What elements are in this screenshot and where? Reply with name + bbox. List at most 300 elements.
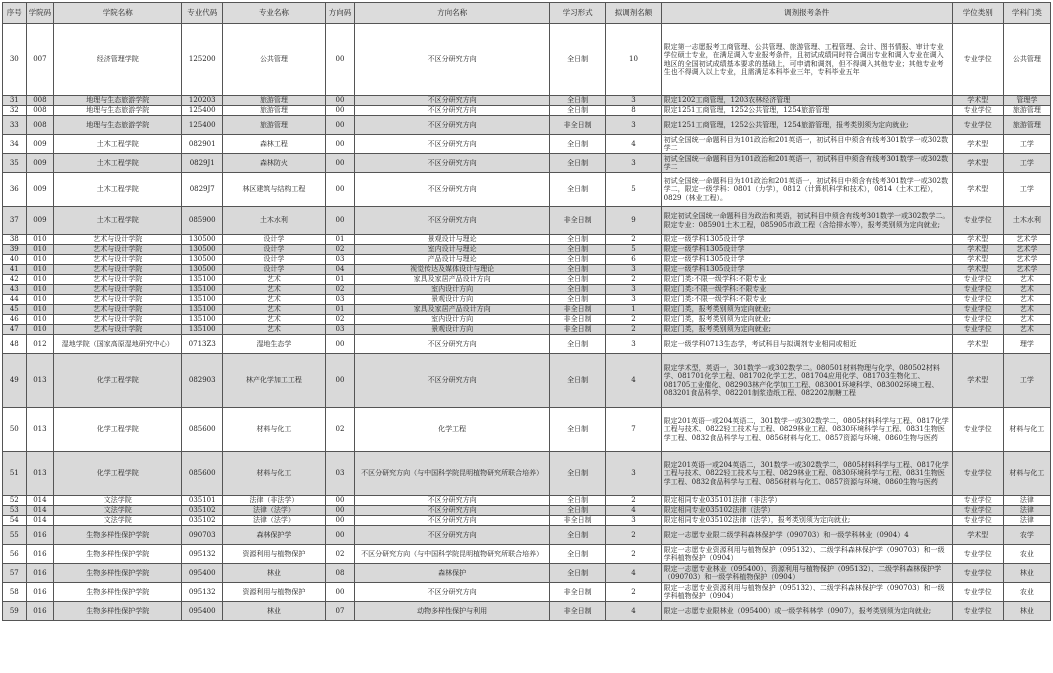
college-code-cell: 010 [26, 305, 54, 315]
college-name-cell: 生物多样性保护学院 [54, 526, 182, 545]
degree-type-cell: 专业学位 [952, 295, 1003, 305]
college-code-cell: 014 [26, 506, 54, 516]
study-form-cell: 全日制 [550, 245, 606, 255]
college-code-cell: 016 [26, 564, 54, 583]
major-code-cell: 090703 [182, 526, 223, 545]
study-form-cell: 非全日制 [550, 516, 606, 526]
discipline-cell: 农业 [1003, 583, 1050, 602]
direction-name-cell: 不区分研究方向 [355, 335, 550, 354]
study-form-cell: 全日制 [550, 496, 606, 506]
header-study-form: 学习形式 [550, 3, 606, 24]
direction-code-cell: 00 [325, 154, 355, 173]
direction-name-cell: 家具及家居产品设计方向 [355, 275, 550, 285]
quota-cell: 4 [606, 564, 661, 583]
seq-cell: 41 [3, 265, 27, 275]
table-row [3, 408, 1051, 452]
study-form-cell: 全日制 [550, 452, 606, 496]
college-code-cell: 016 [26, 583, 54, 602]
degree-type-cell: 学术型 [952, 245, 1003, 255]
seq-cell: 48 [3, 335, 27, 354]
conditions-cell: 限定门类:不限一级学科:不限专业 [661, 275, 952, 285]
degree-type-cell: 学术型 [952, 235, 1003, 245]
major-code-cell: 082903 [182, 354, 223, 408]
degree-type-cell: 专业学位 [952, 602, 1003, 621]
major-name-cell: 设计学 [223, 265, 325, 275]
degree-type-cell: 学术型 [952, 354, 1003, 408]
college-name-cell: 文法学院 [54, 516, 182, 526]
conditions-cell: 限定门类，报考类别须为定向就业; [661, 305, 952, 315]
study-form-cell: 非全日制 [550, 305, 606, 315]
conditions-cell: 限定201英语一或204英语二，301数学一或302数学二，0805材料科学与工程、0817化学工程与技术、0822轻工技术与工程、0829林业工程、0830环境科学与工程、0831生物医学工程、0832食品科学与工程、0856材料与化工、0857资源与环境、0860生物与医药 [661, 452, 952, 496]
seq-cell: 49 [3, 354, 27, 408]
quota-cell: 3 [606, 295, 661, 305]
major-name-cell: 公共管理 [223, 24, 325, 96]
study-form-cell: 非全日制 [550, 116, 606, 135]
quota-cell: 4 [606, 135, 661, 154]
conditions-cell: 限定一志愿专业限二级学科森林保护学（090703）和一级学科林业（0904）4 [661, 526, 952, 545]
seq-cell: 59 [3, 602, 27, 621]
direction-code-cell: 00 [325, 506, 355, 516]
study-form-cell: 非全日制 [550, 583, 606, 602]
direction-code-cell: 02 [325, 408, 355, 452]
major-code-cell: 135100 [182, 285, 223, 295]
study-form-cell: 全日制 [550, 564, 606, 583]
discipline-cell: 艺术 [1003, 305, 1050, 315]
direction-code-cell: 00 [325, 116, 355, 135]
seq-cell: 39 [3, 245, 27, 255]
study-form-cell: 全日制 [550, 265, 606, 275]
direction-name-cell: 不区分研究方向（与中国科学院昆明植物研究所联合培养） [355, 452, 550, 496]
degree-type-cell: 学术型 [952, 135, 1003, 154]
college-name-cell: 文法学院 [54, 496, 182, 506]
degree-type-cell: 专业学位 [952, 285, 1003, 295]
quota-cell: 2 [606, 315, 661, 325]
college-name-cell: 艺术与设计学院 [54, 275, 182, 285]
degree-type-cell: 专业学位 [952, 315, 1003, 325]
quota-cell: 2 [606, 526, 661, 545]
table-row [3, 602, 1051, 621]
major-name-cell: 林业 [223, 564, 325, 583]
conditions-cell: 限定一志愿专业林业（095400）、资源利用与植物保护（095132）、二级学科森林保护学（090703）和一级学科植物保护（0904） [661, 564, 952, 583]
quota-cell: 4 [606, 506, 661, 516]
direction-name-cell: 不区分研究方向（与中国科学院昆明植物研究所联合培养） [355, 545, 550, 564]
major-name-cell: 艺术 [223, 305, 325, 315]
table-row [3, 265, 1051, 275]
conditions-cell: 限定1251工商管理，1252公共管理，1254旅游管理 [661, 106, 952, 116]
direction-name-cell: 不区分研究方向 [355, 583, 550, 602]
college-code-cell: 008 [26, 96, 54, 106]
quota-cell: 10 [606, 24, 661, 96]
table-row [3, 245, 1051, 255]
header-college-name: 学院名称 [54, 3, 182, 24]
table-row [3, 354, 1051, 408]
header-discipline: 学科门类 [1003, 3, 1050, 24]
major-code-cell: 035102 [182, 506, 223, 516]
table-row [3, 315, 1051, 325]
major-code-cell: 085900 [182, 207, 223, 235]
major-code-cell: 125200 [182, 24, 223, 96]
direction-code-cell: 08 [325, 564, 355, 583]
degree-type-cell: 专业学位 [952, 545, 1003, 564]
table-row [3, 516, 1051, 526]
major-name-cell: 设计学 [223, 235, 325, 245]
major-code-cell: 0713Z3 [182, 335, 223, 354]
direction-code-cell: 03 [325, 295, 355, 305]
major-code-cell: 125400 [182, 116, 223, 135]
seq-cell: 51 [3, 452, 27, 496]
discipline-cell: 艺术 [1003, 295, 1050, 305]
conditions-cell: 限定初试全国统一命题科目为政治和英语，初试科目中须含有线考301数学一或302数学二。限定专业：085901土木工程，085905市政工程（含给排水等），报考类别须为定向就业; [661, 207, 952, 235]
degree-type-cell: 专业学位 [952, 452, 1003, 496]
college-code-cell: 016 [26, 602, 54, 621]
direction-code-cell: 04 [325, 265, 355, 275]
table-row [3, 116, 1051, 135]
college-name-cell: 地理与生态旅游学院 [54, 116, 182, 135]
table-row [3, 275, 1051, 285]
study-form-cell: 非全日制 [550, 207, 606, 235]
major-code-cell: 130500 [182, 265, 223, 275]
direction-code-cell: 02 [325, 545, 355, 564]
seq-cell: 34 [3, 135, 27, 154]
discipline-cell: 法律 [1003, 516, 1050, 526]
college-code-cell: 014 [26, 516, 54, 526]
major-name-cell: 资源利用与植物保护 [223, 583, 325, 602]
major-name-cell: 材料与化工 [223, 452, 325, 496]
major-name-cell: 艺术 [223, 315, 325, 325]
college-code-cell: 010 [26, 255, 54, 265]
study-form-cell: 全日制 [550, 408, 606, 452]
table-row [3, 305, 1051, 315]
seq-cell: 45 [3, 305, 27, 315]
college-code-cell: 010 [26, 285, 54, 295]
major-code-cell: 135100 [182, 295, 223, 305]
discipline-cell: 艺术学 [1003, 265, 1050, 275]
college-name-cell: 文法学院 [54, 506, 182, 516]
degree-type-cell: 学术型 [952, 255, 1003, 265]
discipline-cell: 理学 [1003, 335, 1050, 354]
degree-type-cell: 专业学位 [952, 496, 1003, 506]
direction-name-cell: 家具及家居产品设计方向 [355, 305, 550, 315]
quota-cell: 2 [606, 325, 661, 335]
quota-cell: 3 [606, 265, 661, 275]
direction-code-cell: 00 [325, 106, 355, 116]
discipline-cell: 艺术 [1003, 285, 1050, 295]
conditions-cell: 限定相同专业035102法律（法学） [661, 506, 952, 516]
study-form-cell: 全日制 [550, 235, 606, 245]
major-name-cell: 旅游管理 [223, 116, 325, 135]
header-seq: 序号 [3, 3, 27, 24]
study-form-cell: 全日制 [550, 295, 606, 305]
major-name-cell: 森林保护学 [223, 526, 325, 545]
direction-name-cell: 不区分研究方向 [355, 354, 550, 408]
degree-type-cell: 学术型 [952, 154, 1003, 173]
direction-code-cell: 01 [325, 305, 355, 315]
quota-cell: 3 [606, 96, 661, 106]
college-code-cell: 010 [26, 245, 54, 255]
study-form-cell: 全日制 [550, 135, 606, 154]
degree-type-cell: 专业学位 [952, 275, 1003, 285]
table-row [3, 325, 1051, 335]
degree-type-cell: 专业学位 [952, 24, 1003, 96]
major-code-cell: 085600 [182, 408, 223, 452]
study-form-cell: 全日制 [550, 545, 606, 564]
direction-code-cell: 00 [325, 335, 355, 354]
major-name-cell: 艺术 [223, 325, 325, 335]
college-name-cell: 地理与生态旅游学院 [54, 106, 182, 116]
direction-name-cell: 化学工程 [355, 408, 550, 452]
direction-name-cell: 视觉传达及媒体设计与理论 [355, 265, 550, 275]
seq-cell: 40 [3, 255, 27, 265]
table-row [3, 496, 1051, 506]
discipline-cell: 材料与化工 [1003, 408, 1050, 452]
college-code-cell: 010 [26, 325, 54, 335]
seq-cell: 54 [3, 516, 27, 526]
major-name-cell: 森林工程 [223, 135, 325, 154]
discipline-cell: 法律 [1003, 496, 1050, 506]
study-form-cell: 全日制 [550, 335, 606, 354]
conditions-cell: 限定一志愿专业资源利用与植物保护（095132）、二级学科森林保护学（090703）和一级学科植物保护（0904） [661, 545, 952, 564]
college-name-cell: 土木工程学院 [54, 135, 182, 154]
discipline-cell: 旅游管理 [1003, 106, 1050, 116]
study-form-cell: 全日制 [550, 96, 606, 106]
seq-cell: 33 [3, 116, 27, 135]
major-name-cell: 资源利用与植物保护 [223, 545, 325, 564]
college-name-cell: 艺术与设计学院 [54, 235, 182, 245]
direction-code-cell: 00 [325, 516, 355, 526]
quota-cell: 3 [606, 154, 661, 173]
college-name-cell: 土木工程学院 [54, 207, 182, 235]
quota-cell: 2 [606, 235, 661, 245]
direction-name-cell: 室内设计方向 [355, 285, 550, 295]
direction-code-cell: 07 [325, 602, 355, 621]
major-name-cell: 艺术 [223, 275, 325, 285]
college-name-cell: 生物多样性保护学院 [54, 602, 182, 621]
quota-cell: 3 [606, 285, 661, 295]
seq-cell: 56 [3, 545, 27, 564]
major-name-cell: 艺术 [223, 285, 325, 295]
study-form-cell: 全日制 [550, 275, 606, 285]
college-code-cell: 009 [26, 207, 54, 235]
quota-cell: 5 [606, 173, 661, 207]
college-name-cell: 生物多样性保护学院 [54, 564, 182, 583]
college-name-cell: 艺术与设计学院 [54, 255, 182, 265]
discipline-cell: 管理学 [1003, 96, 1050, 106]
major-name-cell: 林业 [223, 602, 325, 621]
major-code-cell: 0829J7 [182, 173, 223, 207]
conditions-cell: 初试全国统一命题科目为101政治和201英语一，初试科目中须含有线考301数学一或302数学二 [661, 135, 952, 154]
college-code-cell: 014 [26, 496, 54, 506]
degree-type-cell: 专业学位 [952, 408, 1003, 452]
college-name-cell: 艺术与设计学院 [54, 325, 182, 335]
college-name-cell: 艺术与设计学院 [54, 305, 182, 315]
table-row [3, 24, 1051, 96]
discipline-cell: 公共管理 [1003, 24, 1050, 96]
direction-name-cell: 景观设计方向 [355, 295, 550, 305]
college-code-cell: 013 [26, 408, 54, 452]
seq-cell: 32 [3, 106, 27, 116]
seq-cell: 50 [3, 408, 27, 452]
conditions-cell: 限定1251工商管理，1252公共管理，1254旅游管理，报考类别须为定向就业; [661, 116, 952, 135]
college-code-cell: 010 [26, 295, 54, 305]
direction-code-cell: 00 [325, 583, 355, 602]
major-code-cell: 135100 [182, 325, 223, 335]
major-name-cell: 旅游管理 [223, 96, 325, 106]
table-row [3, 106, 1051, 116]
major-code-cell: 095132 [182, 583, 223, 602]
direction-name-cell: 不区分研究方向 [355, 496, 550, 506]
conditions-cell: 初试全国统一命题科目为101政治和201英语一，初试科目中须含有线考301数学一或302数学二 [661, 154, 952, 173]
quota-cell: 6 [606, 255, 661, 265]
seq-cell: 42 [3, 275, 27, 285]
direction-code-cell: 00 [325, 96, 355, 106]
major-name-cell: 艺术 [223, 295, 325, 305]
study-form-cell: 非全日制 [550, 325, 606, 335]
college-name-cell: 经济管理学院 [54, 24, 182, 96]
direction-code-cell: 00 [325, 526, 355, 545]
major-code-cell: 0829J1 [182, 154, 223, 173]
major-code-cell: 120203 [182, 96, 223, 106]
quota-cell: 3 [606, 516, 661, 526]
adjustment-table [2, 2, 1051, 621]
major-name-cell: 设计学 [223, 255, 325, 265]
major-name-cell: 法律（非法学） [223, 496, 325, 506]
college-name-cell: 艺术与设计学院 [54, 285, 182, 295]
discipline-cell: 艺术 [1003, 315, 1050, 325]
major-code-cell: 035101 [182, 496, 223, 506]
seq-cell: 52 [3, 496, 27, 506]
direction-code-cell: 00 [325, 135, 355, 154]
major-code-cell: 095400 [182, 602, 223, 621]
direction-name-cell: 不区分研究方向 [355, 116, 550, 135]
major-code-cell: 135100 [182, 315, 223, 325]
table-row [3, 526, 1051, 545]
discipline-cell: 土木水利 [1003, 207, 1050, 235]
college-code-cell: 008 [26, 106, 54, 116]
major-name-cell: 材料与化工 [223, 408, 325, 452]
study-form-cell: 全日制 [550, 106, 606, 116]
college-code-cell: 007 [26, 24, 54, 96]
degree-type-cell: 专业学位 [952, 325, 1003, 335]
seq-cell: 58 [3, 583, 27, 602]
major-code-cell: 085600 [182, 452, 223, 496]
major-name-cell: 森林防火 [223, 154, 325, 173]
college-code-cell: 016 [26, 526, 54, 545]
degree-type-cell: 专业学位 [952, 564, 1003, 583]
conditions-cell: 限定相同专业035101法律（非法学） [661, 496, 952, 506]
discipline-cell: 工学 [1003, 354, 1050, 408]
quota-cell: 2 [606, 275, 661, 285]
degree-type-cell: 专业学位 [952, 583, 1003, 602]
quota-cell: 3 [606, 452, 661, 496]
direction-code-cell: 02 [325, 285, 355, 295]
college-name-cell: 土木工程学院 [54, 154, 182, 173]
conditions-cell: 初试全国统一命题科目为101政治和201英语一，初试科目中须含有线考301数学一或302数学二，限定一级学科：0801（力学），0812（计算机科学和技术），0814（土木工程），0829（林业工程）。 [661, 173, 952, 207]
major-code-cell: 130500 [182, 255, 223, 265]
seq-cell: 44 [3, 295, 27, 305]
degree-type-cell: 专业学位 [952, 305, 1003, 315]
study-form-cell: 全日制 [550, 154, 606, 173]
conditions-cell: 限定1202工商管理，1203农林经济管理 [661, 96, 952, 106]
direction-name-cell: 森林保护 [355, 564, 550, 583]
college-code-cell: 012 [26, 335, 54, 354]
college-name-cell: 湿地学院（国家高原湿地研究中心） [54, 335, 182, 354]
seq-cell: 43 [3, 285, 27, 295]
table-row [3, 235, 1051, 245]
direction-name-cell: 不区分研究方向 [355, 506, 550, 516]
discipline-cell: 农学 [1003, 526, 1050, 545]
college-code-cell: 009 [26, 173, 54, 207]
college-name-cell: 地理与生态旅游学院 [54, 96, 182, 106]
college-code-cell: 010 [26, 315, 54, 325]
header-conditions: 调剂报考条件 [661, 3, 952, 24]
table-header-row [3, 3, 1051, 24]
conditions-cell: 限定一志愿专业限林业（095400）或一级学科林学（0907），报考类别须为定向就业; [661, 602, 952, 621]
college-code-cell: 009 [26, 135, 54, 154]
direction-name-cell: 不区分研究方向 [355, 516, 550, 526]
college-name-cell: 土木工程学院 [54, 173, 182, 207]
major-code-cell: 125400 [182, 106, 223, 116]
quota-cell: 3 [606, 116, 661, 135]
seq-cell: 47 [3, 325, 27, 335]
direction-name-cell: 景观设计方向 [355, 325, 550, 335]
major-code-cell: 135100 [182, 275, 223, 285]
discipline-cell: 工学 [1003, 154, 1050, 173]
direction-code-cell: 00 [325, 496, 355, 506]
direction-code-cell: 01 [325, 235, 355, 245]
study-form-cell: 全日制 [550, 354, 606, 408]
admission-table-container [2, 2, 1051, 621]
quota-cell: 8 [606, 106, 661, 116]
major-code-cell: 082901 [182, 135, 223, 154]
header-degree-type: 学位类别 [952, 3, 1003, 24]
conditions-cell: 限定门类:不限一级学科:不限专业 [661, 295, 952, 305]
direction-code-cell: 00 [325, 354, 355, 408]
table-row [3, 295, 1051, 305]
major-name-cell: 法律（法学） [223, 516, 325, 526]
direction-name-cell: 不区分研究方向 [355, 207, 550, 235]
college-code-cell: 009 [26, 154, 54, 173]
table-row [3, 545, 1051, 564]
college-code-cell: 016 [26, 545, 54, 564]
conditions-cell: 限定门类:不限一级学科:不限专业 [661, 285, 952, 295]
header-direction-code: 方向码 [325, 3, 355, 24]
direction-name-cell: 室内设计与理论 [355, 245, 550, 255]
major-name-cell: 土木水利 [223, 207, 325, 235]
direction-code-cell: 01 [325, 275, 355, 285]
direction-name-cell: 不区分研究方向 [355, 173, 550, 207]
major-name-cell: 林区建筑与结构工程 [223, 173, 325, 207]
seq-cell: 55 [3, 526, 27, 545]
quota-cell: 4 [606, 354, 661, 408]
direction-name-cell: 动物多样性保护与利用 [355, 602, 550, 621]
major-code-cell: 130500 [182, 245, 223, 255]
college-code-cell: 010 [26, 275, 54, 285]
discipline-cell: 材料与化工 [1003, 452, 1050, 496]
conditions-cell: 限定门类，报考类别须为定向就业; [661, 315, 952, 325]
header-direction-name: 方向名称 [355, 3, 550, 24]
direction-code-cell: 03 [325, 325, 355, 335]
college-code-cell: 010 [26, 265, 54, 275]
table-row [3, 96, 1051, 106]
table-row [3, 207, 1051, 235]
major-name-cell: 设计学 [223, 245, 325, 255]
major-code-cell: 135100 [182, 305, 223, 315]
conditions-cell: 限定学术型，英语一，301数学一或302数学二。080501材料物理与化学、080502材料学、081701化学工程、081702化学工艺、081704应用化学、081703生物化工、081705工业催化、082903林产化学加工工程、083001环境科学、083002环境工程、083201食品科学、082201制浆造纸工程、082202制糖工程 [661, 354, 952, 408]
major-name-cell: 旅游管理 [223, 106, 325, 116]
discipline-cell: 林业 [1003, 564, 1050, 583]
seq-cell: 57 [3, 564, 27, 583]
discipline-cell: 艺术学 [1003, 245, 1050, 255]
